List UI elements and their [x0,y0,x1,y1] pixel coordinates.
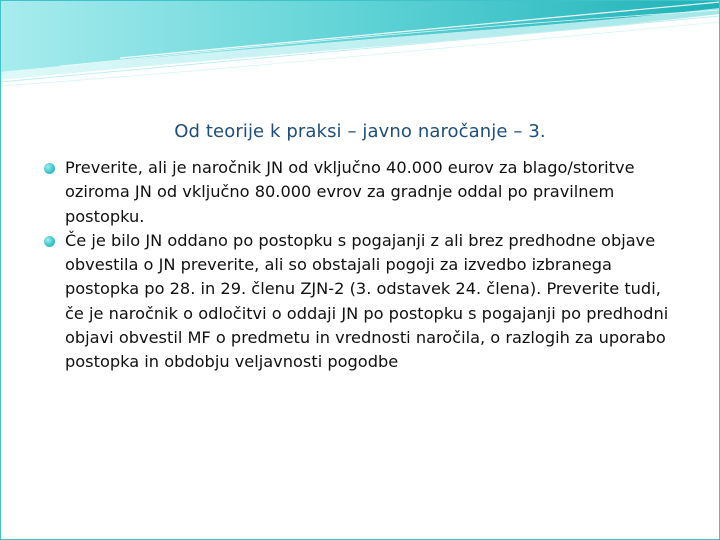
bullet-text: Če je bilo JN oddano po postopku s pogajanji z ali brez predhodne objave obvestila o JN preverite, ali so obstajali pogoji za izvedbo izbranega postopka po 28. in 29. členu ZJN-2 (3. odstavek 24. člena). Preverite tudi, če je naročnik o odločitvi o oddaji JN po postopku s pogajanji po predhodni objavi obvestil MF o predmetu in vrednosti naročila, o razlogih za uporabo postopka in obdobju veljavnosti pogodbe [65,230,669,372]
bullet-dot-icon [44,236,55,247]
header-wave-decoration [0,0,720,120]
slide-title: Od teorije k praksi – javno naročanje – 3. [174,121,546,142]
bullet-item [44,229,684,375]
bullet-text: Preverite, ali je naročnik JN od vključno 40.000 eurov za blago/storitve oziroma JN od vključno 80.000 evrov za gradnje oddal po pravilnem postopku. [65,158,635,226]
bullet-item [44,156,684,229]
bullet-dot-icon [44,163,55,174]
bullet-list [44,156,684,375]
